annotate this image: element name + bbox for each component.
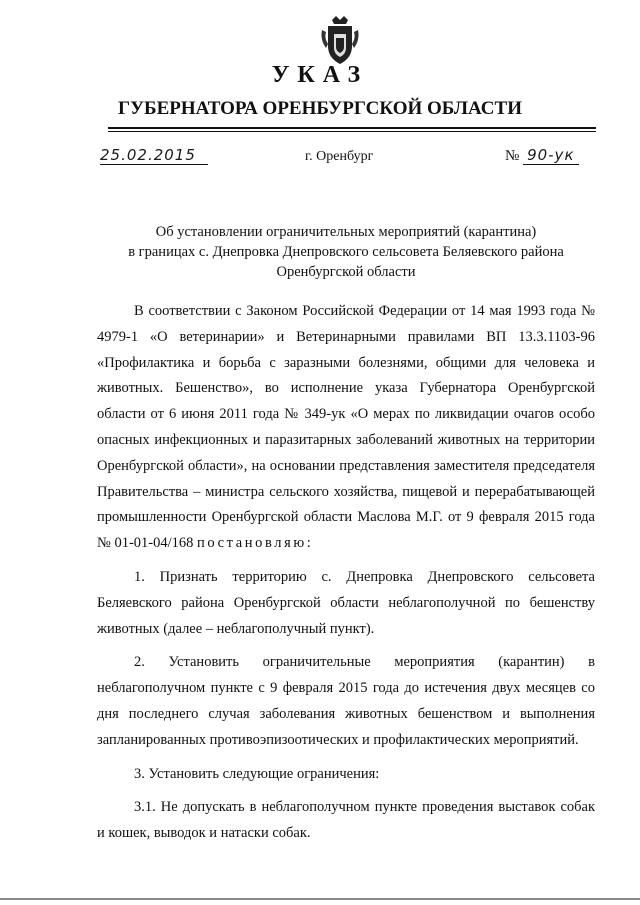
- document-date: 25.02.2015: [100, 146, 208, 165]
- number-value: 90-ук: [523, 146, 579, 165]
- document-city: г. Оренбург: [305, 149, 374, 164]
- number-label: №: [505, 148, 520, 164]
- header-rule-thin: [108, 131, 596, 132]
- heading-line: Об установлении ограничительных мероприятий (карантина): [155, 224, 537, 240]
- document-body: [97, 299, 595, 855]
- document-title: УКАЗ: [271, 62, 369, 88]
- clause-2: 2. Установить ограничительные мероприятия (карантин) в неблагополучном пункте с 9 февраля 2015 года до истечения двух месяцев со дня последнего случая заболевания животных бешенством и выполнения запланированных противоэпизоотических и профилактических мероприятий.: [97, 654, 595, 748]
- document-heading: [100, 222, 592, 282]
- clause-3: 3. Установить следующие ограничения:: [134, 765, 380, 782]
- scan-edge: [0, 898, 640, 900]
- clause-1: 1. Признать территорию с. Днепровка Днепровского сельсовета Беляевского района Оренбургской области неблагополучной по бешенству животных (далее – неблагополучный пункт).: [97, 568, 595, 637]
- heading-line: в границах с. Днепровка Днепровского сельсовета Беляевского района: [128, 244, 564, 260]
- document-subtitle: ГУБЕРНАТОРА ОРЕНБУРГСКОЙ ОБЛАСТИ: [118, 98, 522, 119]
- document-number: [505, 146, 579, 165]
- clause-3-1: 3.1. Не допускать в неблагополучном пункте проведения выставок собак и кошек, выводок и натаски собак.: [97, 799, 595, 842]
- header-rule-thick: [108, 127, 596, 129]
- coat-of-arms-icon: [318, 14, 362, 66]
- preamble-paragraph: [97, 299, 595, 557]
- decree-word: постановляю:: [197, 535, 314, 552]
- preamble-text: В соответствии с Законом Российской Федерации от 14 мая 1993 года № 4979-1 «О ветеринарии» и Ветеринарными правилами ВП 13.3.1103-96 «Профилактика и борьба с заразными болезнями, общими для человека и животных. Бешенство», во исполнение указа Губернатора Оренбургской области от 6 июня 2011 года № 349-ук «О мерах по ликвидации очагов особо опасных инфекционных и паразитарных заболеваний животных на территории Оренбургской области», на основании представления заместителя председателя Правительства – министра сельского хозяйства, пищевой и перерабатывающей промышленности Оренбургской области Маслова М.Г. от 9 февраля 2015 года № 01-01-04/168: [97, 303, 595, 552]
- heading-line: Оренбургской области: [276, 264, 416, 280]
